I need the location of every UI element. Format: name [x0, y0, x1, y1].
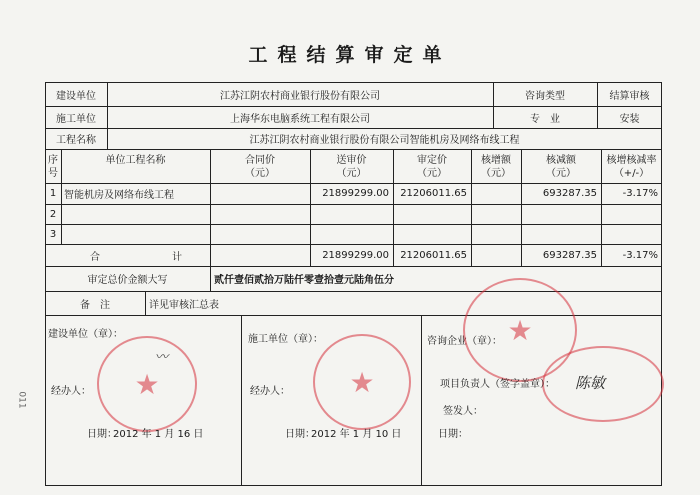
header-submitted-line1: 送审价: [336, 154, 367, 166]
total-label: [45, 245, 210, 266]
header-rate-line2: （+/-）: [613, 167, 650, 179]
total-label-a: 合: [90, 252, 100, 263]
remark-value: 详见审核汇总表: [149, 299, 219, 311]
build-unit-seal-label: 建设单位（章）：: [48, 328, 123, 340]
build-unit-label: 建设单位: [56, 90, 96, 102]
header-no: [45, 150, 61, 183]
header-contract-line1: 合同价: [245, 154, 275, 166]
header-approved-line1: 审定价: [417, 154, 447, 166]
header-approved: [393, 150, 471, 183]
construct-agent-label: 经办人：: [250, 385, 290, 397]
major-value: 安装: [619, 113, 640, 125]
total-rate: -3.17%: [622, 250, 658, 261]
stamp-star-icon: ★: [134, 367, 160, 401]
header-contract: [210, 150, 310, 183]
row-no: 3: [49, 228, 57, 240]
construct-unit-label: 施工单位: [56, 113, 96, 125]
approved-total-value: 贰仟壹佰贰拾万陆仟零壹拾壹元陆角伍分: [214, 275, 394, 286]
project-lead-signature: 陈敏: [575, 374, 606, 392]
header-no-line2: 号: [48, 167, 58, 179]
construct-date-label: 日期：: [285, 428, 315, 440]
header-decrease-line1: 核减额: [546, 154, 576, 166]
build-unit-value: 江苏江阴农村商业银行股份有限公司: [220, 90, 380, 102]
total-decrease: 693287.35: [542, 250, 597, 261]
row-no: 2: [49, 208, 57, 220]
header-submitted-line2: （元）: [336, 167, 367, 179]
header-approved-line2: （元）: [417, 167, 447, 179]
header-decrease-line2: （元）: [546, 167, 576, 179]
header-rate-line1: 核增核减率: [606, 154, 657, 166]
consult-type-value: 结算审核: [609, 90, 650, 102]
header-submitted: [310, 150, 393, 183]
header-decrease: [521, 150, 601, 183]
header-increase: [471, 150, 521, 183]
remark-label: 备 注: [80, 299, 110, 311]
row-submitted: 21899299.00: [322, 188, 389, 199]
consult-type-label: 咨询类型: [525, 90, 565, 102]
signer-label: 签发人：: [443, 405, 483, 417]
build-date: 2012 年 1 月 16 日: [113, 428, 204, 440]
construct-unit-seal-label: 施工单位（章）：: [248, 333, 323, 345]
build-date-label: 日期：: [87, 428, 117, 440]
header-increase-line2: （元）: [481, 167, 511, 179]
build-agent-signature: 〰: [155, 350, 169, 365]
consult-date-label: 日期：: [438, 428, 468, 440]
build-unit-stamp: [97, 336, 197, 432]
row-rate: -3.17%: [622, 188, 658, 199]
major-label: 专 业: [530, 113, 560, 125]
total-label-b: 计: [172, 252, 182, 263]
project-name-value: 江苏江阴农村商业银行股份有限公司智能机房及网络布线工程: [249, 135, 520, 146]
row-decrease: 693287.35: [542, 188, 597, 199]
row-no: 1: [49, 188, 57, 199]
header-no-line1: 序: [48, 154, 58, 166]
header-increase-line1: 核增额: [481, 154, 511, 166]
header-contract-line2: （元）: [245, 167, 275, 179]
stamp-star-icon: ★: [507, 313, 533, 347]
stamp-star-icon: ★: [349, 365, 375, 399]
construct-date: 2012 年 1 月 10 日: [311, 428, 402, 440]
row-increase: [471, 183, 521, 204]
project-name-label: 工程名称: [56, 135, 96, 146]
header-rate: [601, 150, 662, 183]
settlement-table: [45, 82, 662, 485]
construct-unit-stamp: [313, 334, 411, 430]
total-submitted: 21899299.00: [322, 250, 389, 261]
build-agent-label: 经办人：: [51, 385, 91, 397]
total-approved: 21206011.65: [400, 250, 467, 261]
row-name: 智能机房及网络布线工程: [64, 190, 174, 201]
project-lead-label: 项目负责人（签字盖章）：: [440, 378, 555, 390]
consult-seal-label: 咨询企业（章）：: [427, 335, 502, 347]
side-mark: 011: [16, 391, 27, 409]
row-approved: 21206011.65: [400, 188, 467, 199]
header-name: 单位工程名称: [105, 154, 166, 166]
approved-total-label: 审定总价金额大写: [87, 275, 168, 286]
row-contract: [210, 183, 310, 204]
construct-unit-value: 上海华东电脑系统工程有限公司: [230, 113, 370, 125]
document-title: 工程结算审定单: [248, 44, 452, 66]
